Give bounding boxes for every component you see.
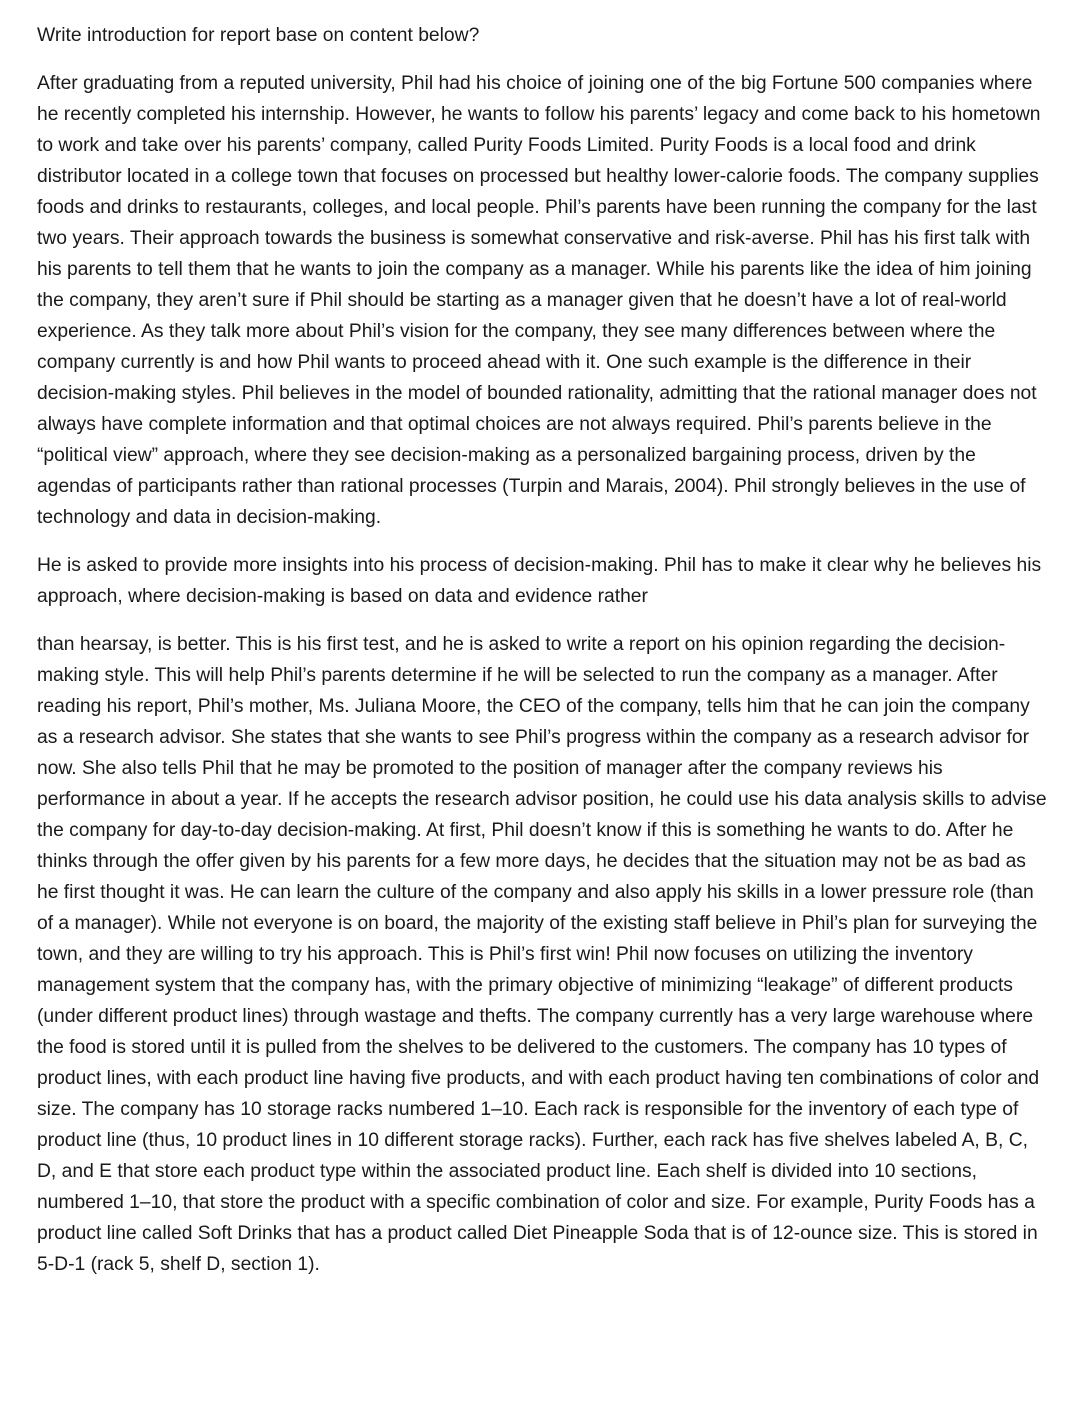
paragraph-2: He is asked to provide more insights into his process of decision-making. Phil has to make it clear why he believes his approach, where decision-making is based on data and evidence rather [37, 555, 1042, 607]
paragraph-3: than hearsay, is better. This is his first test, and he is asked to write a report on his opinion regarding the decision-making style. This will help Phil’s parents determine if he will be selected to run the company as a manager. After reading his report, Phil’s mother, Ms. Juliana Moore, the CEO of the company, tells him that he can join the company as a research advisor. She states that she wants to see Phil’s progress within the company as a research advisor for now. She also tells Phil that he may be promoted to the position of manager after the company reviews his performance in about a year. If he accepts the research advisor position, he could use his data analysis skills to advise the company for day-to-day decision-making. At first, Phil doesn’t know if this is something he wants to do. After he thinks through the offer given by his parents for a few more days, he decides that the situation may not be as bad as he first thought it was. He can learn the culture of the company and also apply his skills in a lower pressure role (than of a manager). While not everyone is on board, the majority of the existing staff believe in Phil’s plan for surveying the town, and they are willing to try his approach. This is Phil’s first win! Phil now focuses on utilizing the inventory management system that the company has, with the primary objective of minimizing “leakage” of different products (under different product lines) through wastage and thefts. The company currently has a very large warehouse where the food is stored until it is pulled from the shelves to be delivered to the customers. The company has 10 types of product lines, with each product line having five products, and with each product having ten combinations of color and size. The company has 10 storage racks numbered 1–10. Each rack is responsible for the inventory of each type of product line (thus, 10 product lines in 10 different storage racks). Further, each rack has five shelves labeled A, B, C, D, and E that store each product type within the associated product line. Each shelf is divided into 10 sections, numbered 1–10, that store the product with a specific combination of color and size. For example, Purity Foods has a product line called Soft Drinks that has a product called Diet Pineapple Soda that is of 12-ounce size. This is stored in 5-D-1 (rack 5, shelf D, section 1). [37, 634, 1047, 1275]
paragraph-1: After graduating from a reputed university, Phil had his choice of joining one of the big Fortune 500 companies where he recently completed his internship. However, he wants to follow his parents’ legacy and come back to his hometown to work and take over his parents’ company, called Purity Foods Limited. Purity Foods is a local food and drink distributor located in a college town that focuses on processed but healthy lower-calorie foods. The company supplies foods and drinks to restaurants, colleges, and local people. Phil’s parents have been running the company for the last two years. Their approach towards the business is somewhat conservative and risk-averse. Phil has his first talk with his parents to tell them that he wants to join the company as a manager. While his parents like the idea of him joining the company, they aren’t sure if Phil should be starting as a manager given that he doesn’t have a lot of real-world experience. As they talk more about Phil’s vision for the company, they see many differences between where the company currently is and how Phil wants to proceed ahead with it. One such example is the difference in their decision-making styles. Phil believes in the model of bounded rationality, admitting that the rational manager does not always have complete information and that optimal choices are not always required. Phil’s parents believe in the “political view” approach, where they see decision-making as a personalized bargaining process, driven by the agendas of participants rather than rational processes (Turpin and Marais, 2004). Phil strongly believes in the use of technology and data in decision-making. [37, 73, 1041, 528]
question-text: Write introduction for report base on content below? [37, 25, 480, 46]
